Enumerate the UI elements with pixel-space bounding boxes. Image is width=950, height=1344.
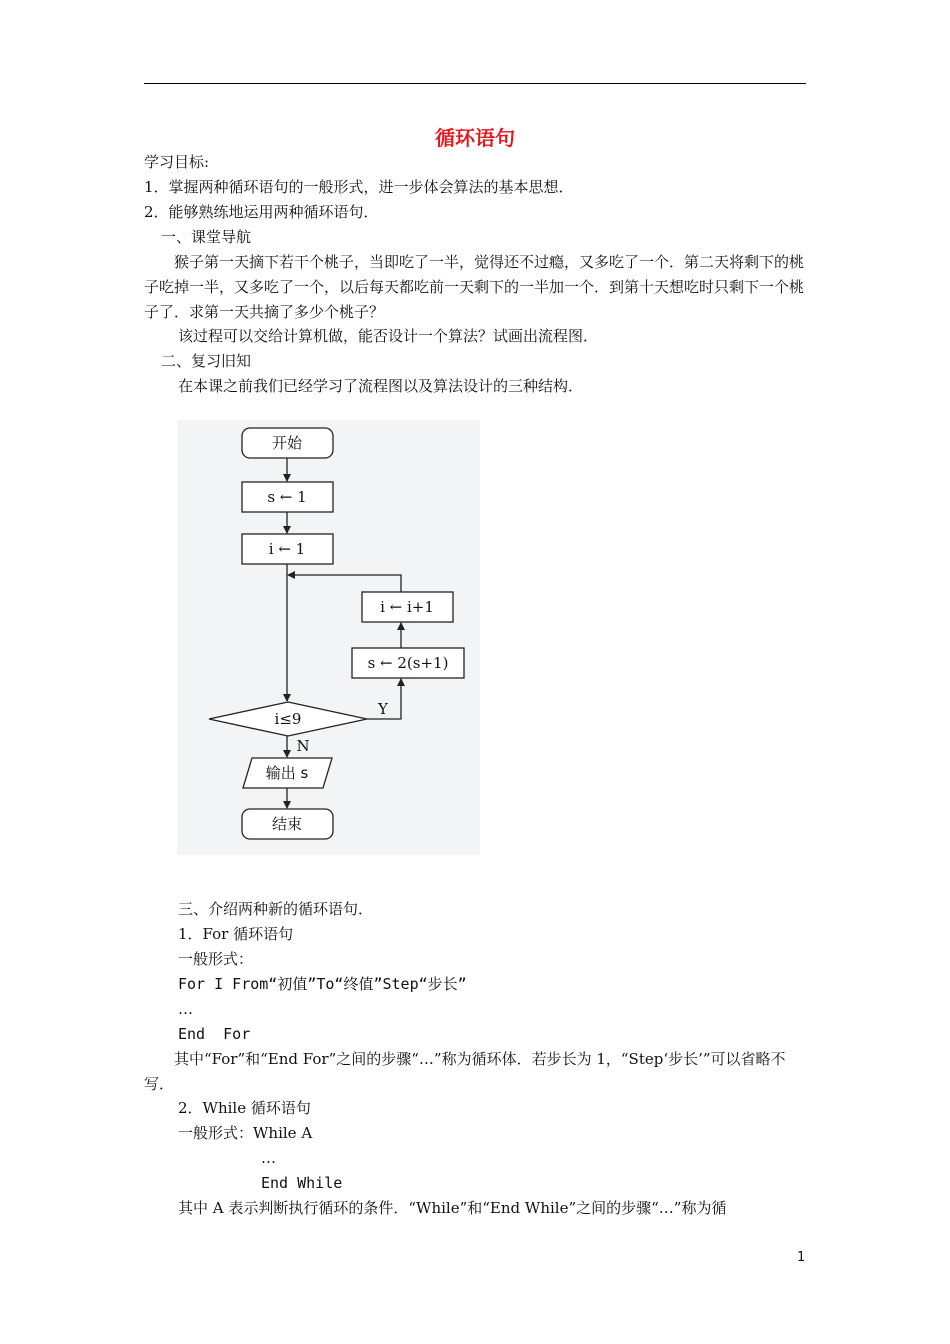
- flowchart-svg: [177, 420, 480, 855]
- page-title: 循环语句: [435, 126, 515, 150]
- objectives-heading: 学习目标:: [144, 153, 210, 171]
- objective-item: 2．能够熟练地运用两种循环语句．: [144, 203, 379, 221]
- section-heading: 三、介绍两种新的循环语句．: [178, 900, 374, 918]
- s-update-label: s ← 2(s+1): [367, 654, 449, 672]
- question-text: 该过程可以交给计算机做，能否设计一个算法？试画出流程图．: [178, 327, 599, 345]
- section-heading: 二、复习旧知: [161, 352, 252, 370]
- for-ellipsis: …: [178, 1000, 193, 1018]
- for-end-line: End For: [178, 1025, 251, 1043]
- end-label: 结束: [271, 815, 303, 833]
- story-paragraph: 猴子第一天摘下若干个桃子，当即吃了一半，觉得还不过瘾，又多吃了一个．第二天将剩下的桃子吃掉一半，又多吃了一个，以后每天都吃前一天剩下的一半加一个．到第十天想吃时只剩下一个桃子了．求第一天共摘了多少个桃子？: [144, 253, 805, 321]
- objective-item: 1．掌握两种循环语句的一般形式，进一步体会算法的基本思想．: [144, 178, 574, 196]
- while-end-line: End While: [261, 1174, 343, 1192]
- while-ellipsis: …: [261, 1149, 276, 1167]
- while-description: 其中 A 表示判断执行循环的条件．“While”和“End While”之间的步骤“…”称为循: [178, 1199, 727, 1217]
- while-form-line: 一般形式：While A: [178, 1124, 313, 1142]
- i-update-label: i ← i+1: [380, 598, 434, 616]
- page-number: 1: [797, 1250, 806, 1265]
- review-text: 在本课之前我们已经学习了流程图以及算法设计的三种结构．: [178, 377, 584, 395]
- output-label: 输出 s: [265, 764, 309, 782]
- condition-label: i≤9: [274, 710, 302, 728]
- for-title: 1．For 循环语句: [178, 925, 294, 943]
- i-init-label: i ← 1: [268, 540, 306, 558]
- start-label: 开始: [271, 434, 303, 452]
- for-syntax-line: For I From“初值”To“终值”Step“步长”: [178, 975, 467, 993]
- section-heading: 一、课堂导航: [161, 228, 252, 246]
- arrow: [288, 575, 401, 592]
- no-label: N: [296, 737, 310, 755]
- s-init-label: s ← 1: [267, 488, 307, 506]
- flowchart: [177, 420, 480, 855]
- while-title: 2．While 循环语句: [178, 1099, 311, 1117]
- for-description: 其中“For”和“End For”之间的步骤“…”称为循环体．若步长为 1，“Step‘步长’”可以省略不写．: [144, 1050, 786, 1093]
- yes-label: Y: [378, 700, 388, 718]
- for-form-label: 一般形式：: [178, 950, 254, 968]
- header-rule: [144, 83, 806, 84]
